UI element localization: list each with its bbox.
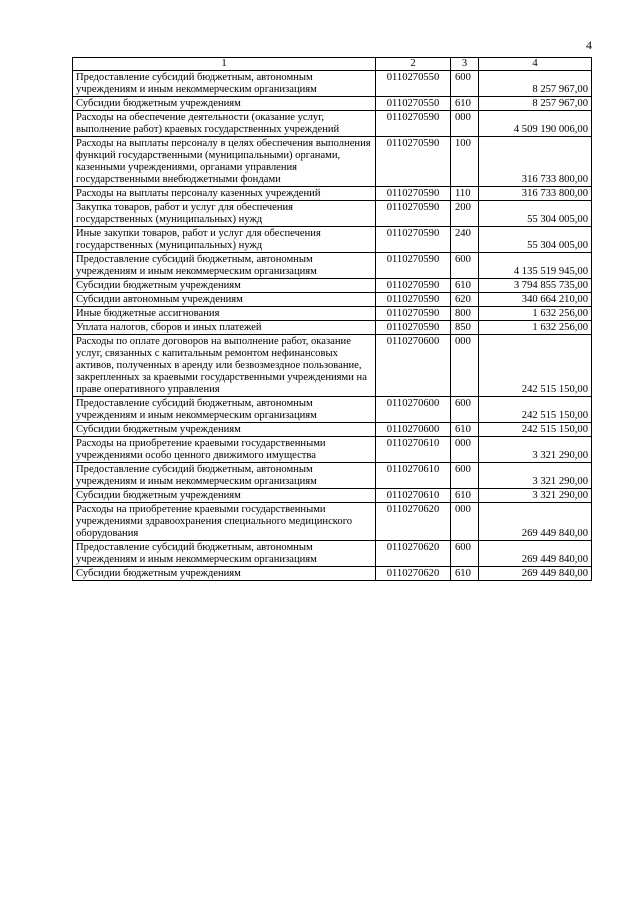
table-row	[73, 201, 592, 227]
row-amount: 269 449 840,00	[479, 567, 592, 581]
row-amount: 8 257 967,00	[479, 71, 592, 97]
row-name: Субсидии бюджетным учреждениям	[73, 567, 376, 581]
row-amount: 55 304 005,00	[479, 201, 592, 227]
table-row	[73, 437, 592, 463]
row-type: 620	[451, 293, 479, 307]
row-name: Субсидии автономным учреждениям	[73, 293, 376, 307]
header-col-2: 2	[376, 58, 451, 71]
row-type: 600	[451, 71, 479, 97]
row-type: 100	[451, 137, 479, 187]
row-code: 0110270590	[376, 227, 451, 253]
row-code: 0110270590	[376, 253, 451, 279]
row-code: 0110270590	[376, 137, 451, 187]
row-code: 0110270600	[376, 335, 451, 397]
row-type: 610	[451, 423, 479, 437]
row-type: 000	[451, 335, 479, 397]
row-name: Субсидии бюджетным учреждениям	[73, 279, 376, 293]
row-name: Расходы на выплаты персоналу в целях обеспечения выполнения функций государственными (муниципальными) органами, казенными учреждениями, органами управления государственными внебюджетными фондами	[73, 137, 376, 187]
row-type: 610	[451, 97, 479, 111]
row-name: Предоставление субсидий бюджетным, автономным учреждениям и иным некоммерческим организациям	[73, 253, 376, 279]
table-header-row	[73, 58, 592, 71]
row-code: 0110270590	[376, 293, 451, 307]
row-amount: 242 515 150,00	[479, 423, 592, 437]
row-name: Расходы на приобретение краевыми государственными учреждениями здравоохранения специального медицинского оборудования	[73, 503, 376, 541]
row-type: 610	[451, 489, 479, 503]
table-row	[73, 227, 592, 253]
row-code: 0110270620	[376, 567, 451, 581]
row-name: Расходы на приобретение краевыми государственными учреждениями особо ценного движимого имущества	[73, 437, 376, 463]
row-code: 0110270620	[376, 541, 451, 567]
row-name: Иные закупки товаров, работ и услуг для обеспечения государственных (муниципальных) нужд	[73, 227, 376, 253]
row-amount: 8 257 967,00	[479, 97, 592, 111]
row-code: 0110270590	[376, 201, 451, 227]
table-row	[73, 567, 592, 581]
row-name: Расходы на выплаты персоналу казенных учреждений	[73, 187, 376, 201]
row-amount: 3 321 290,00	[479, 463, 592, 489]
row-code: 0110270610	[376, 437, 451, 463]
row-amount: 3 321 290,00	[479, 437, 592, 463]
row-type: 000	[451, 111, 479, 137]
row-amount: 316 733 800,00	[479, 187, 592, 201]
row-amount: 3 321 290,00	[479, 489, 592, 503]
row-name: Субсидии бюджетным учреждениям	[73, 97, 376, 111]
row-amount: 316 733 800,00	[479, 137, 592, 187]
table-row	[73, 293, 592, 307]
row-name: Предоставление субсидий бюджетным, автономным учреждениям и иным некоммерческим организациям	[73, 397, 376, 423]
row-amount: 3 794 855 735,00	[479, 279, 592, 293]
row-name: Расходы на обеспечение деятельности (оказание услуг, выполнение работ) краевых государственных учреждений	[73, 111, 376, 137]
table-row	[73, 97, 592, 111]
table-row	[73, 321, 592, 335]
row-name: Предоставление субсидий бюджетным, автономным учреждениям и иным некоммерческим организациям	[73, 463, 376, 489]
row-amount: 55 304 005,00	[479, 227, 592, 253]
row-amount: 242 515 150,00	[479, 335, 592, 397]
row-type: 000	[451, 503, 479, 541]
row-code: 0110270590	[376, 279, 451, 293]
row-amount: 4 135 519 945,00	[479, 253, 592, 279]
row-type: 200	[451, 201, 479, 227]
header-col-4: 4	[479, 58, 592, 71]
row-name: Расходы по оплате договоров на выполнение работ, оказание услуг, связанных с капитальным ремонтом нефинансовых активов, полученных в аренду или безвозмездное пользование, закрепленных за краевыми государственными учреждениями на праве оперативного управления	[73, 335, 376, 397]
table-row	[73, 335, 592, 397]
row-code: 0110270590	[376, 111, 451, 137]
row-code: 0110270600	[376, 397, 451, 423]
row-code: 0110270590	[376, 321, 451, 335]
row-name: Уплата налогов, сборов и иных платежей	[73, 321, 376, 335]
row-amount: 242 515 150,00	[479, 397, 592, 423]
table-row	[73, 489, 592, 503]
table-row	[73, 279, 592, 293]
table-row	[73, 463, 592, 489]
row-name: Субсидии бюджетным учреждениям	[73, 423, 376, 437]
budget-table	[72, 57, 592, 581]
row-code: 0110270610	[376, 463, 451, 489]
row-amount: 1 632 256,00	[479, 307, 592, 321]
row-code: 0110270610	[376, 489, 451, 503]
row-amount: 4 509 190 006,00	[479, 111, 592, 137]
row-name: Субсидии бюджетным учреждениям	[73, 489, 376, 503]
header-col-1: 1	[73, 58, 376, 71]
table-row	[73, 71, 592, 97]
row-type: 600	[451, 253, 479, 279]
row-code: 0110270590	[376, 307, 451, 321]
table-row	[73, 307, 592, 321]
table-row	[73, 397, 592, 423]
row-type: 110	[451, 187, 479, 201]
row-amount: 1 632 256,00	[479, 321, 592, 335]
row-amount: 269 449 840,00	[479, 503, 592, 541]
row-type: 600	[451, 397, 479, 423]
table-row	[73, 187, 592, 201]
row-type: 800	[451, 307, 479, 321]
row-type: 610	[451, 279, 479, 293]
row-type: 600	[451, 541, 479, 567]
table-row	[73, 137, 592, 187]
row-type: 600	[451, 463, 479, 489]
row-name: Закупка товаров, работ и услуг для обеспечения государственных (муниципальных) нужд	[73, 201, 376, 227]
row-code: 0110270620	[376, 503, 451, 541]
table-row	[73, 541, 592, 567]
row-code: 0110270600	[376, 423, 451, 437]
row-name: Иные бюджетные ассигнования	[73, 307, 376, 321]
table-row	[73, 253, 592, 279]
table-row	[73, 111, 592, 137]
table-row	[73, 423, 592, 437]
row-code: 0110270550	[376, 71, 451, 97]
row-name: Предоставление субсидий бюджетным, автономным учреждениям и иным некоммерческим организациям	[73, 541, 376, 567]
row-code: 0110270590	[376, 187, 451, 201]
page-number: 4	[586, 38, 592, 52]
header-col-3: 3	[451, 58, 479, 71]
table-body	[73, 71, 592, 581]
row-type: 850	[451, 321, 479, 335]
row-amount: 340 664 210,00	[479, 293, 592, 307]
row-type: 240	[451, 227, 479, 253]
row-code: 0110270550	[376, 97, 451, 111]
row-type: 000	[451, 437, 479, 463]
row-amount: 269 449 840,00	[479, 541, 592, 567]
row-name: Предоставление субсидий бюджетным, автономным учреждениям и иным некоммерческим организациям	[73, 71, 376, 97]
table-row	[73, 503, 592, 541]
row-type: 610	[451, 567, 479, 581]
